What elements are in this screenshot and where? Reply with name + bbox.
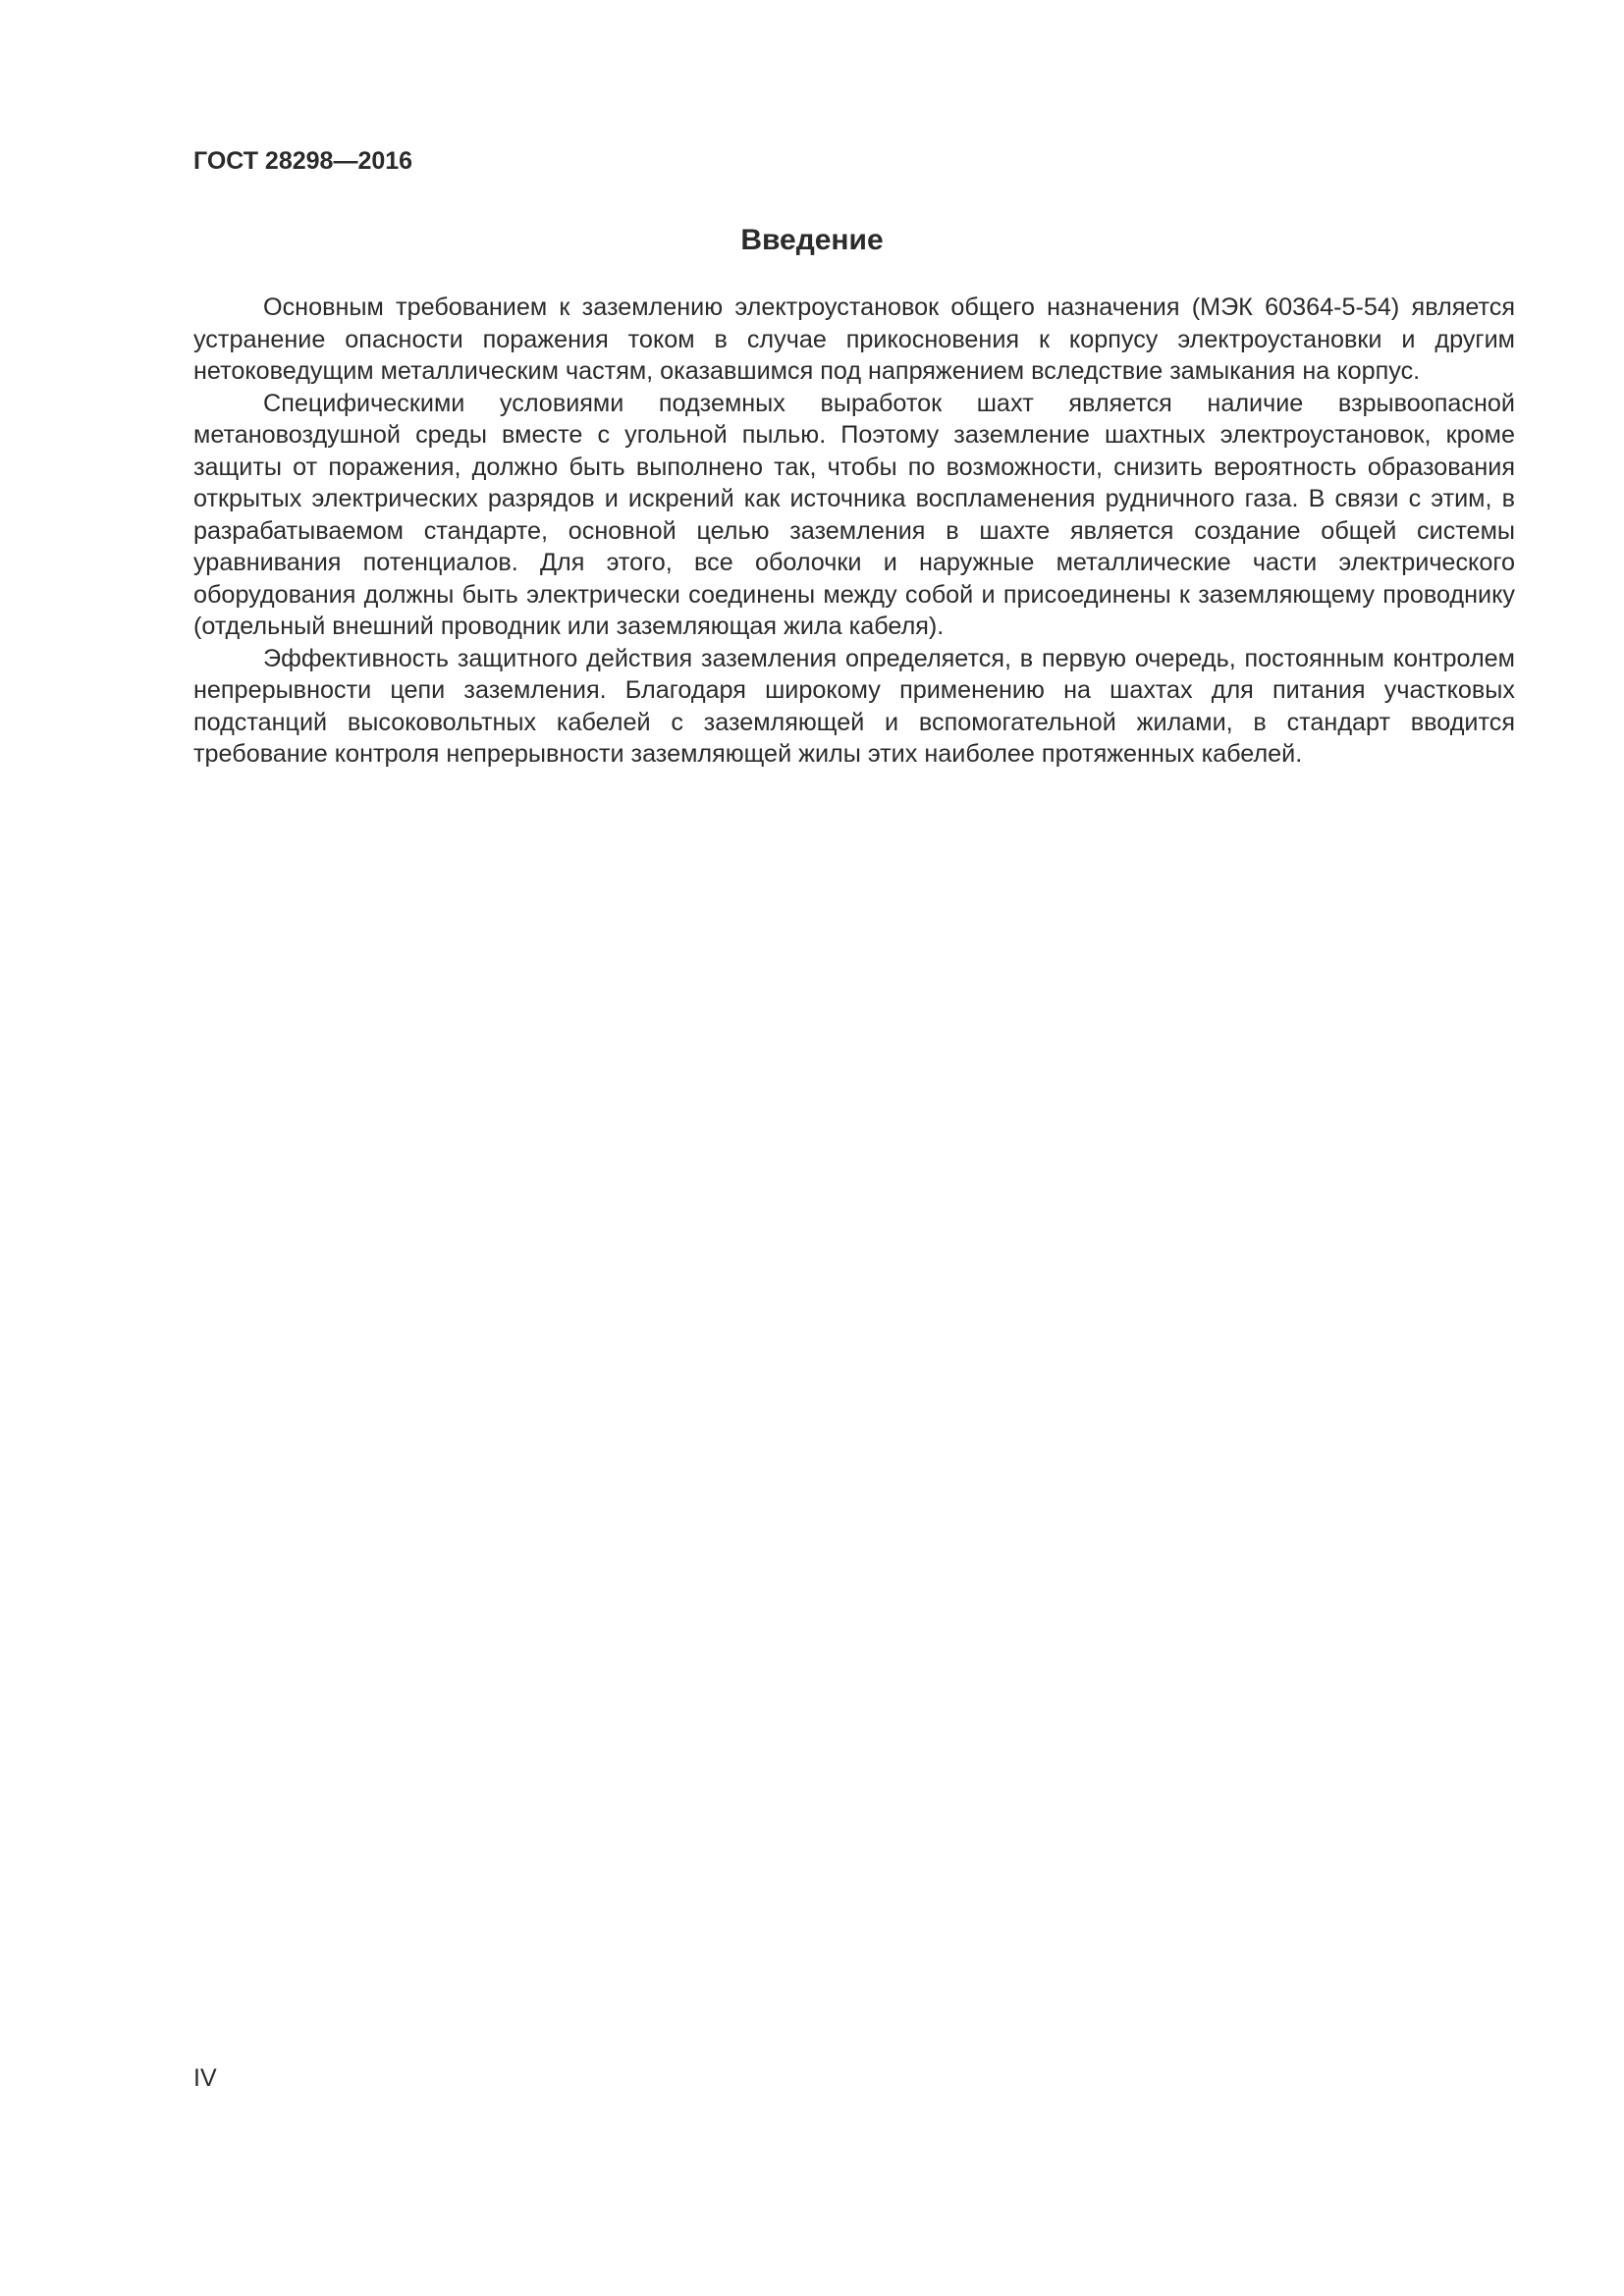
page-number: IV — [193, 2064, 217, 2092]
paragraph-3: Эффективность защитного действия заземления определяется, в первую очередь, постоянным контролем непрерывности цепи заземления. Благодаря широкому применению на шахтах для питания участковых подстанций высоковольтных кабелей с заземляющей и вспомогательной жилами, в стандарт вводится требование контроля непрерывности заземляющей жилы этих наиболее протяженных кабелей. — [193, 644, 1515, 768]
paragraph-2: Специфическими условиями подземных выработок шахт является наличие взрывоопасной метановоздушной среды вместе с угольной пылью. Поэтому заземление шахтных электроустановок, кроме защиты от поражения, должно быть выполнено так, чтобы по возможности, снизить вероятность образования открытых электрических разрядов и искрений как источника воспламенения рудничного газа. В связи с этим, в разрабатываемом стандарте, основной целью заземления в шахте является создание общей системы уравнивания потенциалов. Для этого, все оболочки и наружные металлические части электрического оборудования должны быть электрически соединены между собой и присоединены к заземляющему проводнику (отдельный внешний проводник или заземляющая жила кабеля). — [193, 389, 1515, 640]
paragraph-1: Основным требованием к заземлению электроустановок общего назначения (МЭК 60364-5-54) является устранение опасности поражения током в случае прикосновения к корпусу электроустановки и другим нетоковедущим металлическим частям, оказавшимся под напряжением вследствие замыкания на корпус. — [193, 294, 1515, 385]
document-code-header: ГОСТ 28298—2016 — [193, 147, 413, 175]
body-text — [193, 292, 1515, 771]
section-title: Введение — [740, 224, 884, 256]
